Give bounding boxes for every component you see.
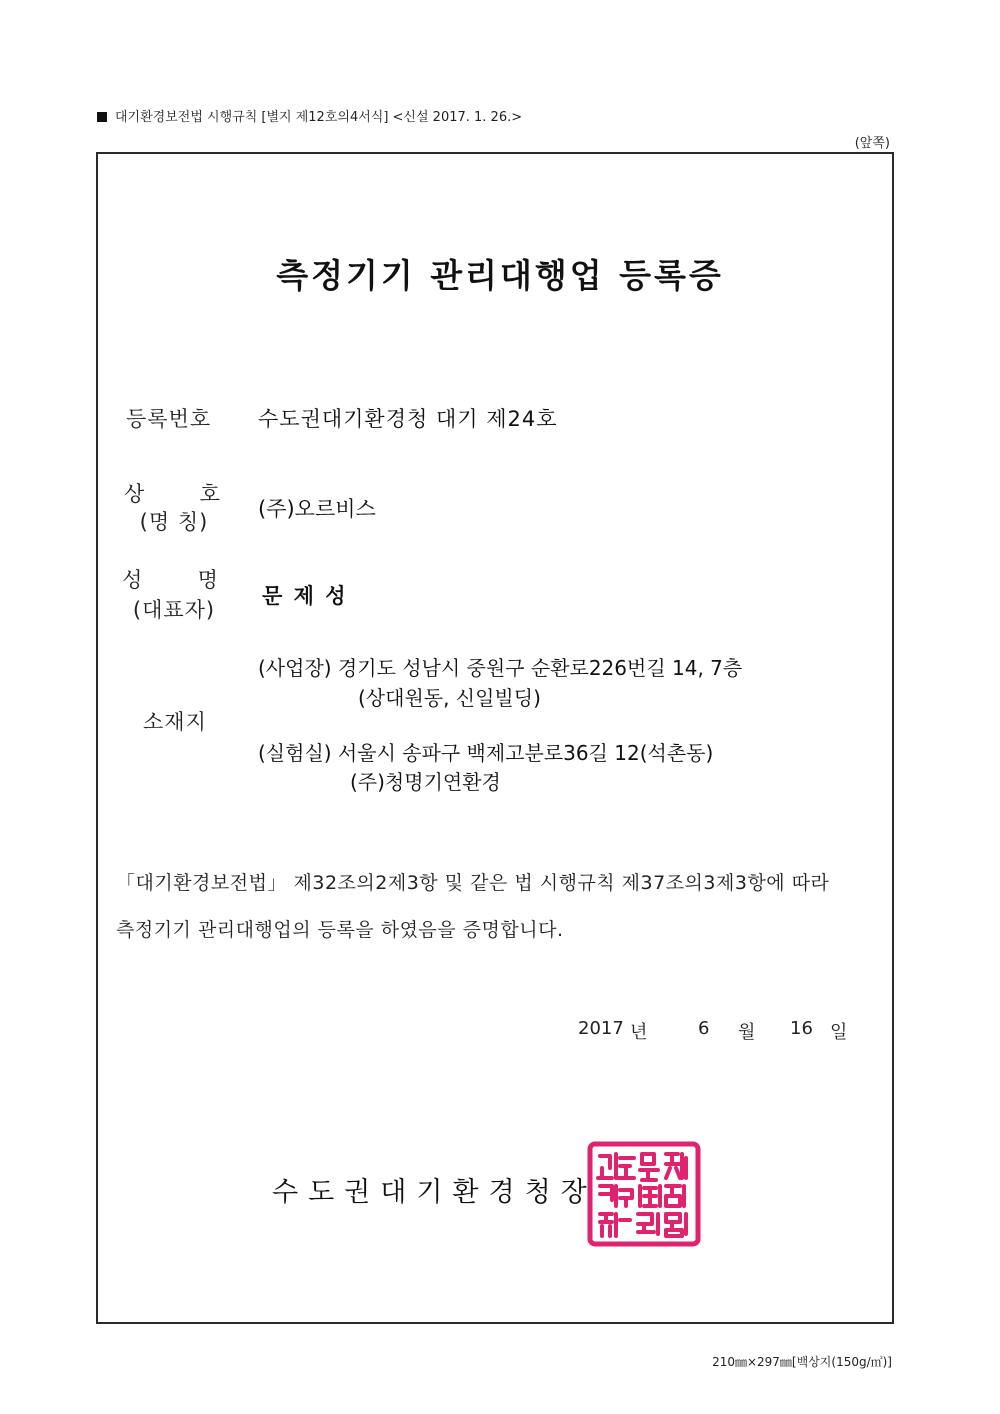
lab-address: (실험실) 서울시 송파구 백제고분로36길 12(석촌동): [258, 741, 714, 765]
paper-specification: 210㎜×297㎜[백상지(150g/㎡)]: [712, 1355, 892, 1369]
representative-label-sub: (대표자): [132, 598, 216, 622]
representative-name: 문 제 성: [262, 584, 348, 608]
registration-number: 수도권대기환경청 대기 제24호: [258, 407, 558, 431]
page-side-label: (앞쪽): [854, 136, 890, 151]
form-reference-text: 대기환경보전법 시행규칙 [별지 제12호의4서식] <신설 2017. 1. 26.>: [115, 110, 523, 125]
official-seal-stamp: [586, 1140, 702, 1248]
statement-line-1: 「대기환경보전법」 제32조의2제3항 및 같은 법 시행규칙 제37조의3제3항에 따라: [116, 872, 830, 894]
date-day: 16: [790, 1018, 813, 1039]
registration-label: 등록번호: [126, 407, 212, 431]
lab-company: (주)청명기연환경: [350, 770, 501, 794]
business-site-address: (사업장) 경기도 성남시 중원구 순환로226번길 14, 7층: [258, 656, 743, 680]
company-name: (주)오르비스: [258, 497, 376, 521]
date-month-unit: 월: [738, 1022, 756, 1043]
date-day-unit: 일: [830, 1022, 848, 1043]
certificate-title: 측정기기 관리대행업 등록증: [276, 256, 724, 295]
statement-line-2: 측정기기 관리대행업의 등록을 하였음을 증명합니다.: [116, 919, 564, 941]
square-bullet-icon: [97, 112, 107, 122]
company-label: 상 호: [124, 482, 234, 506]
issuer-name: 수도권대기환경청장: [272, 1177, 597, 1208]
date-year: 2017: [578, 1018, 624, 1039]
date-year-unit: 년: [630, 1022, 648, 1043]
representative-label: 성 명: [122, 568, 232, 592]
business-site-building: (상대원동, 신일빌딩): [358, 686, 541, 710]
date-month: 6: [698, 1018, 710, 1039]
form-reference: [97, 106, 522, 125]
location-label: 소재지: [143, 710, 207, 734]
company-label-sub: (명 칭): [139, 510, 209, 534]
